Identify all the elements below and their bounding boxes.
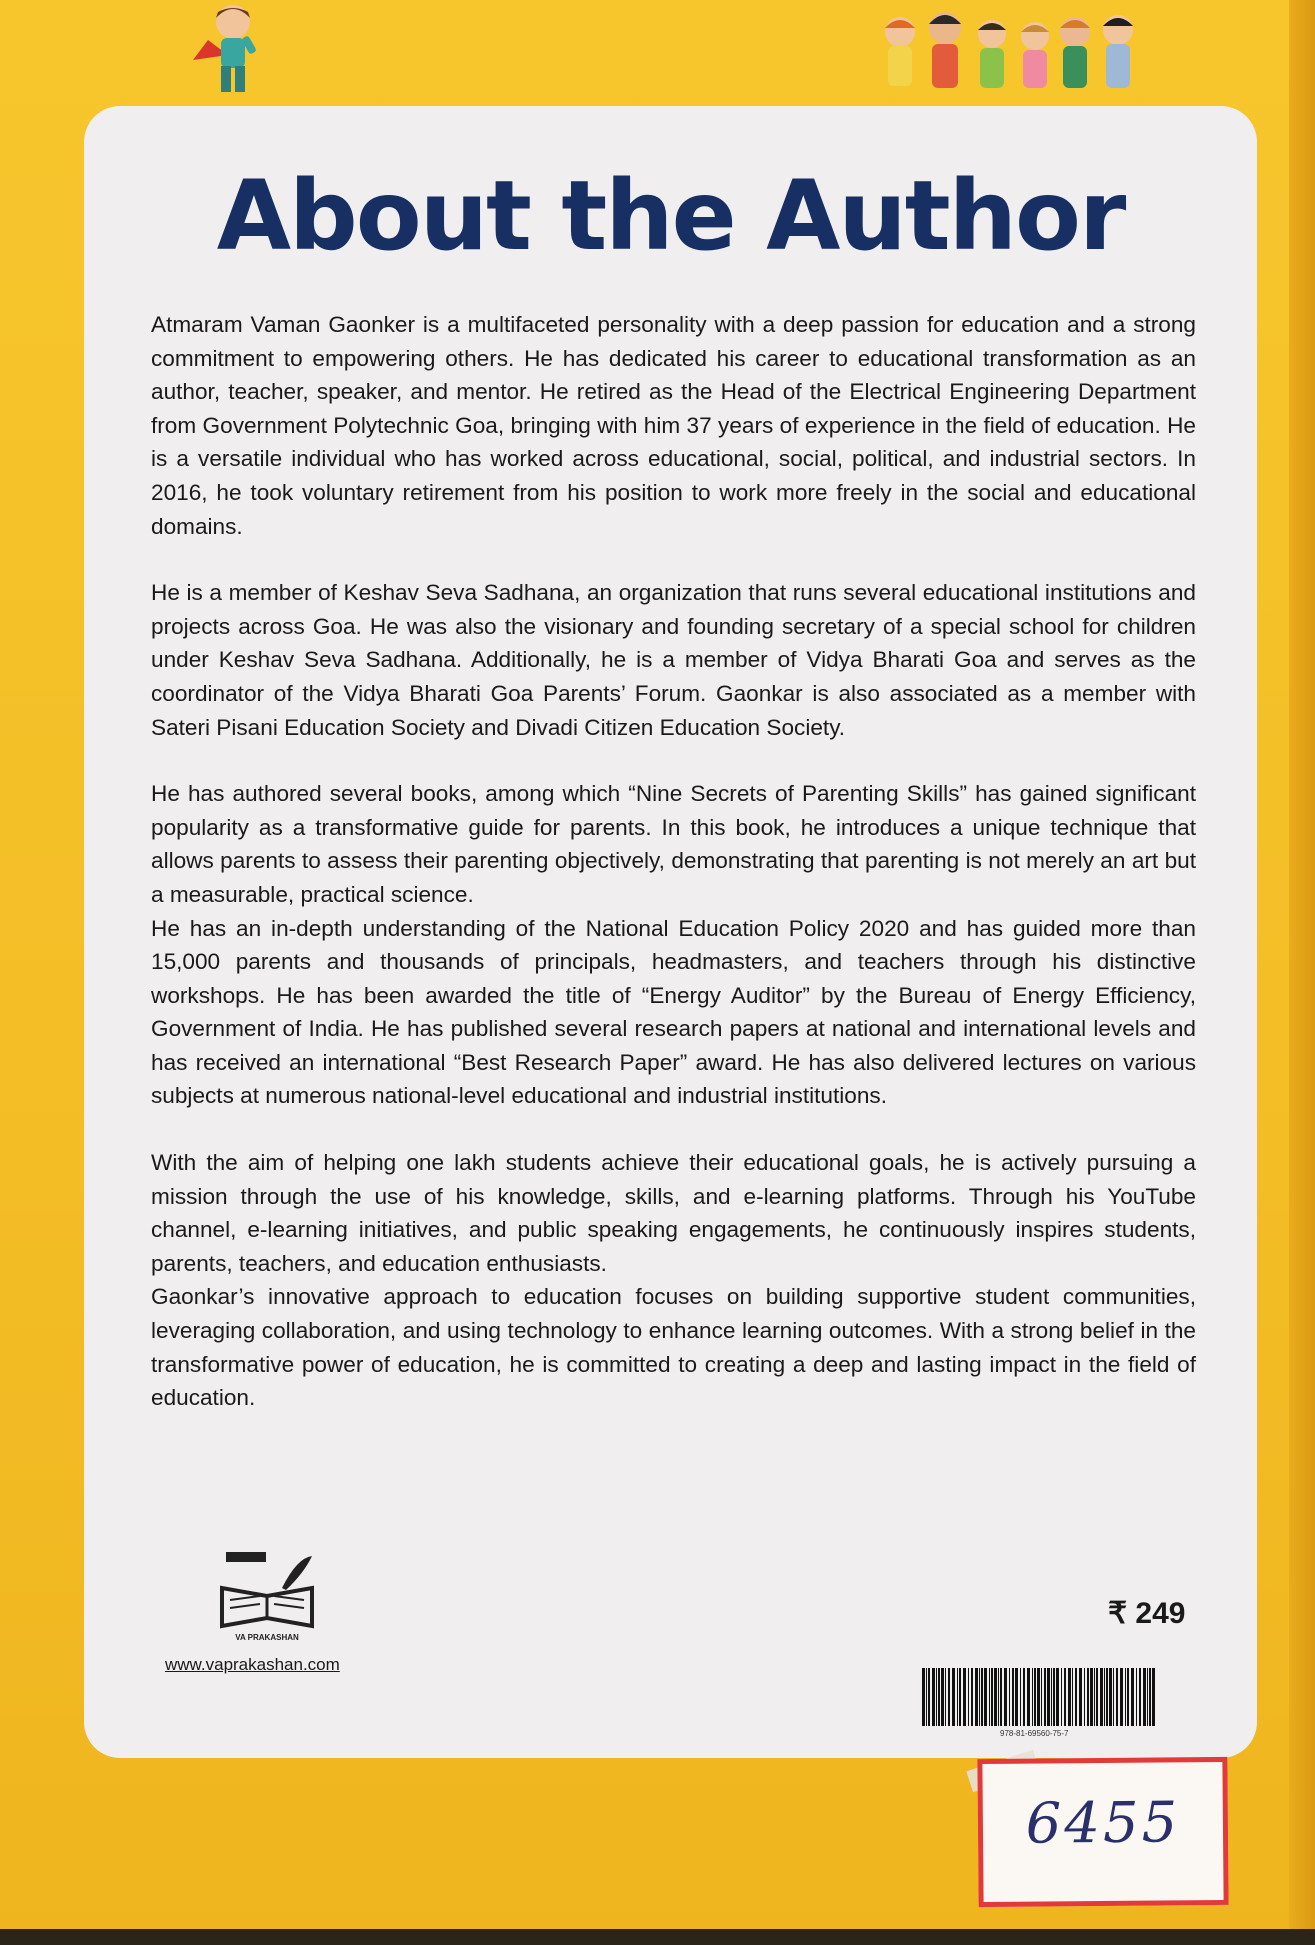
barcode-bar bbox=[1044, 1668, 1046, 1726]
barcode-bar bbox=[1094, 1668, 1095, 1726]
barcode-bar bbox=[1075, 1668, 1077, 1726]
barcode-bar bbox=[1034, 1668, 1036, 1726]
barcode-bar bbox=[1131, 1668, 1134, 1726]
barcode-bar bbox=[1000, 1668, 1002, 1726]
barcode-bar bbox=[1056, 1668, 1059, 1726]
barcode-bar bbox=[1004, 1668, 1007, 1726]
bio-paragraph: He is a member of Keshav Seva Sadhana, an organization that runs several educational institutions and projects across Goa. He was also the visionary and founding secretary of a special school for children under Keshav Seva Sadhana. Additionally, he is a member of Vidya Bharati Goa and serves as the coordinator of the Vidya Bharati Goa Parents’ Forum. Gaonkar is also associated as a member with Sateri Pisani Education Society and Divadi Citizen Education Society. bbox=[151, 580, 1196, 740]
barcode-bar bbox=[1072, 1668, 1073, 1726]
barcode-bar bbox=[1087, 1668, 1089, 1726]
barcode-bar bbox=[1009, 1668, 1010, 1726]
barcode-bar bbox=[1149, 1668, 1151, 1726]
barcode-bar bbox=[1106, 1668, 1108, 1726]
barcode-bar bbox=[975, 1668, 978, 1726]
barcode-bar bbox=[1127, 1668, 1129, 1726]
barcode-bar bbox=[1061, 1668, 1062, 1726]
page-title: About the Author bbox=[216, 160, 1125, 272]
barcode-bar bbox=[1147, 1668, 1148, 1726]
barcode-bar bbox=[989, 1668, 990, 1726]
scan-edge bbox=[0, 1929, 1315, 1945]
author-biography bbox=[151, 308, 1196, 1415]
isbn-barcode bbox=[920, 1668, 1160, 1728]
barcode-bar bbox=[1015, 1668, 1018, 1726]
barcode-bar bbox=[1139, 1668, 1141, 1726]
bio-paragraph: Atmaram Vaman Gaonker is a multifaceted personality with a deep passion for education and a strong commitment to empowering others. He has dedicated his career to educational transformation as an author, teacher, speaker, and mentor. He retired as the Head of the Electrical Engineering Department from Government Polytechnic Goa, bringing with him 37 years of experience in the field of education. He is a versatile individual who has worked across educational, social, political, and industrial sectors. In 2016, he took voluntary retirement from his position to work more freely in the social and educational domains. bbox=[151, 312, 1196, 539]
barcode-bar bbox=[1125, 1668, 1126, 1726]
superhero-kid-illustration bbox=[188, 0, 278, 100]
barcode-bar bbox=[1068, 1668, 1071, 1726]
barcode-bar bbox=[928, 1668, 930, 1726]
barcode-bar bbox=[1020, 1668, 1021, 1726]
cover-edge bbox=[1289, 0, 1315, 1945]
barcode-bar bbox=[959, 1668, 961, 1726]
barcode-bar bbox=[1064, 1668, 1066, 1726]
barcode-bar bbox=[971, 1668, 973, 1726]
bio-paragraph: Gaonkar’s innovative approach to education focuses on building supportive student communities, leveraging collaboration, and using technology to enhance learning outcomes. With a strong belief in the transformative power of education, he is committed to creating a deep and lasting impact in the field of education. bbox=[151, 1284, 1196, 1411]
price-label: ₹ 249 bbox=[1108, 1597, 1186, 1630]
children-group-illustration bbox=[860, 4, 1160, 104]
barcode-bar bbox=[952, 1668, 955, 1726]
barcode-bar bbox=[1116, 1668, 1118, 1726]
barcode-bar bbox=[941, 1668, 944, 1726]
barcode-bar bbox=[1090, 1668, 1093, 1726]
publisher-logo bbox=[212, 1548, 322, 1644]
publisher-logo-text: VA PRAKASHAN bbox=[235, 1633, 299, 1642]
barcode-bar bbox=[1037, 1668, 1040, 1726]
barcode-bar bbox=[1120, 1668, 1123, 1726]
barcode-bar bbox=[1051, 1668, 1052, 1726]
barcode-bar bbox=[1023, 1668, 1025, 1726]
barcode-bar bbox=[1104, 1668, 1105, 1726]
barcode-bar bbox=[1113, 1668, 1114, 1726]
barcode-bar bbox=[998, 1668, 999, 1726]
barcode-bar bbox=[1143, 1668, 1146, 1726]
bio-paragraph: He has authored several books, among which “Nine Secrets of Parenting Skills” has gained significant popularity as a transformative guide for parents. In this book, he introduces a unique technique that allows parents to assess their parenting objectively, demonstrating that parenting is not merely an art but a measurable, practical science. bbox=[151, 781, 1196, 907]
barcode-bar bbox=[1100, 1668, 1103, 1726]
isbn-number: 978-81-69560-75-7 bbox=[1000, 1729, 1069, 1738]
barcode-bar bbox=[1079, 1668, 1082, 1726]
barcode-bar bbox=[984, 1668, 987, 1726]
barcode-bar bbox=[1096, 1668, 1098, 1726]
barcode-bar bbox=[936, 1668, 937, 1726]
barcode-bar bbox=[979, 1668, 980, 1726]
stamp-number: 6455 bbox=[1025, 1790, 1181, 1857]
barcode-bar bbox=[957, 1668, 958, 1726]
barcode-bar bbox=[1152, 1668, 1155, 1726]
barcode-bar bbox=[926, 1668, 927, 1726]
bio-paragraph: He has an in-depth understanding of the National Education Policy 2020 and has guided more than 15,000 parents and thousands of principals, headmasters, and teachers through his distinctive workshops. He has been awarded the title of “Energy Auditor” by the Bureau of Energy Efficiency, Government of India. He has published several research papers at national and international levels and has received an international “Best Research Paper” award. He has also delivered lectures on various subjects at numerous national-level educational and industrial institutions. bbox=[151, 915, 1196, 1109]
barcode-bar bbox=[968, 1668, 969, 1726]
barcode-bar bbox=[1053, 1668, 1055, 1726]
barcode-bar bbox=[1136, 1668, 1137, 1726]
barcode-bar bbox=[994, 1668, 997, 1726]
barcode-bar bbox=[1027, 1668, 1030, 1726]
barcode-bar bbox=[932, 1668, 935, 1726]
barcode-bar bbox=[922, 1668, 925, 1726]
barcode-bar bbox=[963, 1668, 966, 1726]
barcode-bar bbox=[948, 1668, 950, 1726]
barcode-bar bbox=[991, 1668, 993, 1726]
library-stamp bbox=[977, 1757, 1228, 1907]
barcode-bar bbox=[945, 1668, 946, 1726]
barcode-bar bbox=[1084, 1668, 1085, 1726]
barcode-bar bbox=[938, 1668, 940, 1726]
publisher-website[interactable]: www.vaprakashan.com bbox=[165, 1655, 340, 1674]
barcode-bar bbox=[1041, 1668, 1042, 1726]
barcode-bar bbox=[981, 1668, 983, 1726]
barcode-bar bbox=[1032, 1668, 1033, 1726]
barcode-bar bbox=[1012, 1668, 1014, 1726]
barcode-bar bbox=[1109, 1668, 1112, 1726]
barcode-bar bbox=[1047, 1668, 1050, 1726]
bio-paragraph: With the aim of helping one lakh students achieve their educational goals, he is actively pursuing a mission through the use of his knowledge, skills, and e-learning platforms. Through his YouTube channel, e-learning initiatives, and public speaking engagements, he continuously inspires students, parents, teachers, and education enthusiasts. bbox=[151, 1150, 1196, 1276]
